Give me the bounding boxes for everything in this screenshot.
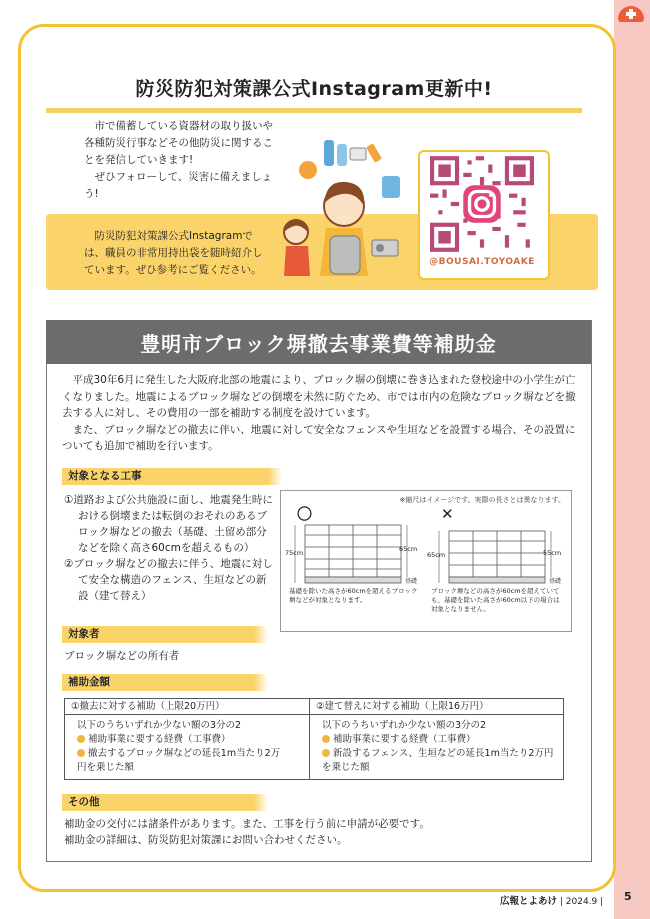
amount-rebuild-item-1-text: 補助事業に要する経費（工事費） bbox=[333, 734, 476, 745]
other-line-1: 補助金の交付には諸条件があります。また、工事を行う前に申請が必要です。 bbox=[64, 818, 430, 830]
works-heading: 対象となる工事 bbox=[62, 468, 268, 485]
works-item-1: ①道路および公共施設に面し、地震発生時における倒壊または転倒のおそれのあるブロック塀などの撤去（基礎、土留め部分などを除く高さ60cmを超えるもの） bbox=[64, 494, 273, 554]
footer-separator: | bbox=[559, 897, 566, 907]
ng-caption: ブロック塀などの高さが60cmを超えていても、基礎を除いた高さが60cm以下の場合は対象となりません。 bbox=[431, 587, 560, 613]
amount-col-rebuild bbox=[310, 699, 563, 779]
amount-table bbox=[64, 698, 564, 780]
amount-rebuild-item-2 bbox=[322, 747, 554, 775]
ok-above-label: 65cm bbox=[399, 545, 418, 553]
works-item-2: ②ブロック塀などの撤去に伴う、地震に対して安全な構造のフェンス、生垣などの新設（建て替え） bbox=[64, 558, 273, 602]
amount-rebuild-item-2-text: 新設するフェンス、生垣などの延長1m当たり2万円を乗じた額 bbox=[322, 748, 554, 773]
bullet-icon bbox=[77, 749, 85, 757]
page-side-band bbox=[614, 0, 650, 919]
amount-removal-item-2 bbox=[77, 747, 289, 775]
amount-heading: 補助金額 bbox=[62, 674, 254, 691]
ng-mark: ✕ bbox=[441, 505, 454, 523]
bullet-icon bbox=[322, 749, 330, 757]
ok-caption: 基礎を除いた高さが60cmを超えるブロック塀などが対象となります。 bbox=[289, 587, 418, 604]
wall-height-diagram bbox=[280, 490, 572, 632]
ok-total-label: 75cm bbox=[285, 549, 304, 557]
works-list bbox=[64, 492, 274, 604]
amount-removal-item-2-text: 撤去するブロック塀などの延長1m当たり2万円を乗じた額 bbox=[77, 748, 281, 773]
issue-date: 2024.9 bbox=[565, 897, 598, 907]
ok-base-label: 基礎 bbox=[405, 578, 418, 585]
amount-col-rebuild-body bbox=[322, 719, 554, 775]
amount-removal-item-1-text: 補助事業に要する経費（工事費） bbox=[88, 734, 231, 745]
instagram-heading: 防災防犯対策課公式Instagram更新中! bbox=[46, 66, 582, 113]
instagram-qr-code[interactable] bbox=[430, 156, 534, 252]
subsidy-intro-1: 平成30年6月に発生した大阪府北部の地震により、ブロック塀の倒壊に巻き込まれた登校途中の小学生が亡くなりました。地震によるブロック塀などの倒壊を未然に防ぐため、市では市内の危険なブロック塀などを撤去する人に対し、その費用の一部を補助する制度を設けています。 bbox=[62, 374, 576, 419]
amount-col-rebuild-header: ②建て替えに対する補助（上限16万円） bbox=[310, 699, 563, 715]
bullet-icon bbox=[322, 735, 330, 743]
subsidy-intro-2: また、ブロック塀などの撤去に伴い、地震に対して安全なフェンスや生垣などを設置する場合、その設置についても追加で補助を行います。 bbox=[62, 423, 576, 452]
instagram-note bbox=[84, 228, 268, 279]
page-footer bbox=[500, 893, 603, 907]
amount-removal-item-1 bbox=[77, 733, 289, 747]
subsidy-title: 豊明市ブロック塀撤去事業費等補助金 bbox=[46, 320, 591, 364]
diagram-note: ※縮尺はイメージです。実際の長さとは異なります。 bbox=[399, 496, 565, 504]
publication-name: 広報とよあけ bbox=[500, 896, 558, 907]
amount-col-removal bbox=[65, 699, 310, 779]
footer-separator-2: | bbox=[600, 897, 604, 907]
amount-rebuild-item-1 bbox=[322, 733, 554, 747]
ok-wall bbox=[305, 525, 401, 583]
other-heading: その他 bbox=[62, 794, 254, 811]
subsidy-intro bbox=[62, 372, 576, 455]
eligible-heading: 対象者 bbox=[62, 626, 254, 643]
other-line-2: 補助金の詳細は、防災防犯対策課にお問い合わせください。 bbox=[64, 834, 348, 846]
ng-above-label: 55cm bbox=[543, 549, 562, 557]
instagram-handle: @BOUSAI.TOYOAKE bbox=[429, 257, 535, 267]
bullet-icon bbox=[77, 735, 85, 743]
amount-col-removal-body bbox=[77, 719, 289, 775]
instagram-note-text: 防災防犯対策課公式Instagramでは、職員の非常用持出袋を随時紹介しています。ぜひ参考にご覧ください。 bbox=[84, 230, 263, 276]
instagram-desc-2: ぜひフォローして、災害に備えましょう! bbox=[84, 171, 273, 200]
ng-wall bbox=[449, 531, 545, 583]
other-text bbox=[64, 816, 564, 848]
amount-rebuild-lead: 以下のうちいずれか少ない額の3分の2 bbox=[322, 720, 487, 731]
amount-col-removal-header: ①撤去に対する補助（上限20万円） bbox=[65, 699, 309, 715]
instagram-description bbox=[84, 118, 282, 203]
page-number: 5 bbox=[624, 890, 632, 903]
ng-base-label: 基礎 bbox=[549, 578, 562, 585]
staff-and-child-illustration bbox=[282, 136, 406, 282]
ng-total-label: 65cm bbox=[427, 551, 446, 559]
amount-removal-lead: 以下のうちいずれか少ない額の3分の2 bbox=[77, 720, 242, 731]
instagram-desc-1: 市で備蓄している資器材の取り扱いや各種防災行事などその他防災に関することを発信していきます! bbox=[84, 120, 273, 166]
ok-mark: 〇 bbox=[297, 505, 313, 523]
eligible-text: ブロック塀などの所有者 bbox=[64, 650, 180, 662]
